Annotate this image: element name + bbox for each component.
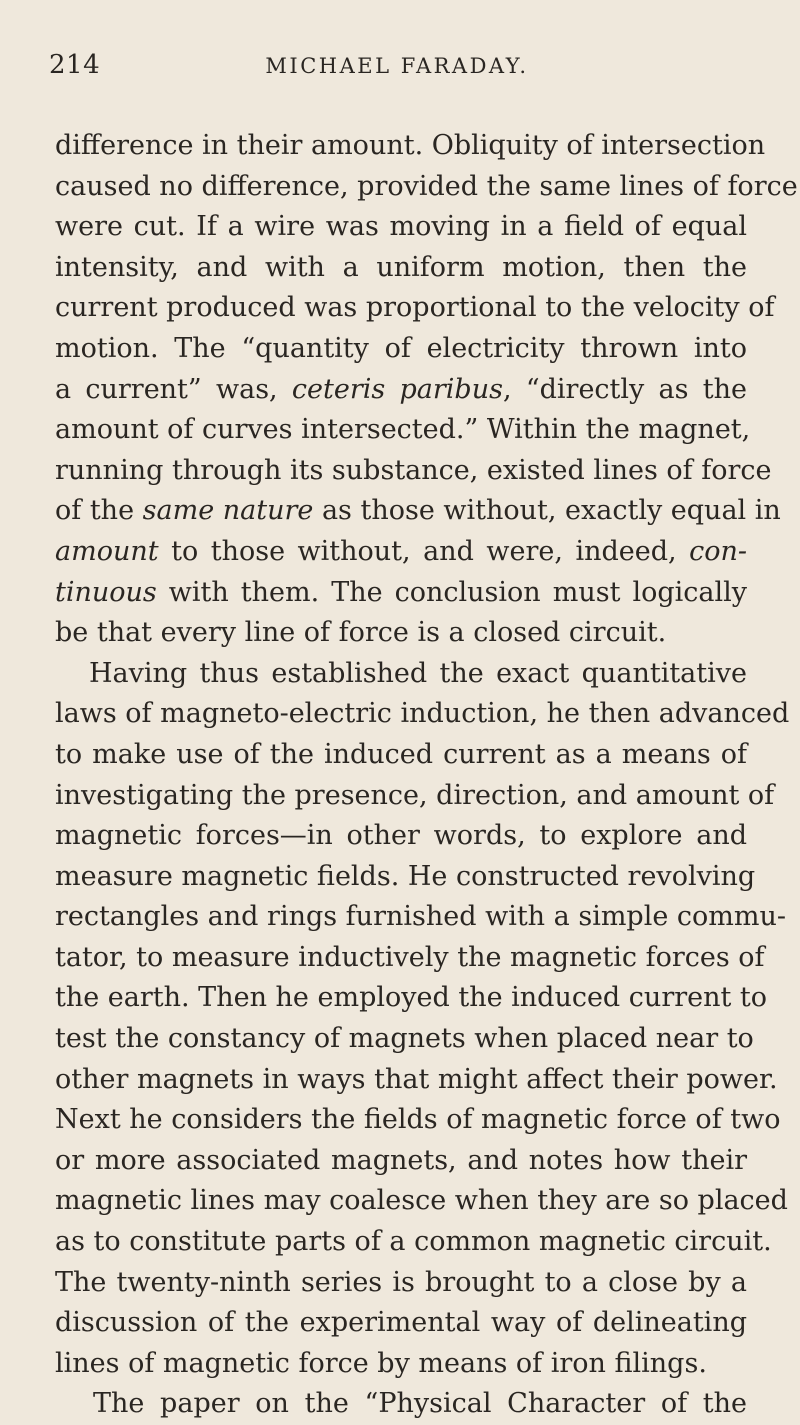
italic-phrase: tinuous — [55, 576, 157, 608]
text-line: were cut. If a wire was moving in a field of equal — [55, 211, 747, 243]
text-line: investigating the presence, direction, and amount of — [55, 779, 775, 811]
text-run: a current” was, — [55, 373, 292, 405]
text-line: magnetic lines may coalesce when they are so placed — [55, 1185, 788, 1217]
running-head: MICHAEL FARADAY. — [265, 54, 529, 78]
text-line: difference in their amount. Obliquity of intersection — [55, 130, 766, 161]
text-line: be that every line of force is a closed circuit. — [55, 617, 667, 649]
italic-phrase: amount — [55, 535, 159, 567]
text-run: as those without, exactly equal in — [313, 495, 781, 527]
text-line: intensity, and with a uniform motion, then the — [55, 251, 747, 283]
italic-phrase: con- — [689, 535, 747, 567]
page-header — [49, 50, 745, 90]
body-text — [55, 126, 798, 1425]
text-run: , “directly as the — [502, 373, 747, 405]
page-number: 214 — [49, 50, 101, 80]
text-line: test the constancy of magnets when placed near to — [55, 1023, 754, 1055]
text-line: to make use of the induced current as a means of — [55, 738, 747, 770]
text-line: running through its substance, existed lines of force — [55, 454, 772, 486]
text-line: caused no difference, provided the same lines of force — [55, 170, 798, 202]
text-line: motion. The “quantity of electricity thrown into — [55, 332, 747, 364]
text-run: with them. The conclusion must logically — [156, 576, 747, 608]
paragraph-start-line: The paper on the “Physical Character of the — [93, 1388, 747, 1420]
text-line: The twenty-ninth series is brought to a close by a — [55, 1266, 747, 1298]
italic-phrase: ceteris paribus — [291, 373, 503, 405]
text-line: other magnets in ways that might affect their power. — [55, 1063, 778, 1095]
text-line: current produced was proportional to the velocity of — [55, 292, 775, 324]
text-line: measure magnetic fields. He constructed revolving — [55, 860, 756, 892]
text-line: magnetic forces—in other words, to explore and — [55, 820, 747, 852]
text-line: as to constitute parts of a common magnetic circuit. — [55, 1226, 772, 1258]
text-run: to those without, and were, indeed, — [158, 535, 690, 567]
text-line: the earth. Then he employed the induced current to — [55, 982, 768, 1014]
text-run: of the — [55, 495, 143, 527]
text-line: or more associated magnets, and notes how their — [55, 1144, 747, 1176]
text-line — [55, 573, 747, 614]
text-line: discussion of the experimental way of delineating — [55, 1307, 747, 1339]
text-line: rectangles and rings furnished with a simple commu- — [55, 901, 787, 933]
text-line: Next he considers the fields of magnetic force of two — [55, 1104, 781, 1136]
text-line — [55, 532, 747, 573]
text-line — [55, 491, 781, 532]
text-line: lines of magnetic force by means of iron filings. — [55, 1347, 707, 1379]
text-line — [55, 370, 747, 411]
paragraph-start-line: Having thus established the exact quantitative — [89, 657, 747, 689]
text-line: amount of curves intersected.” Within the magnet, — [55, 414, 751, 446]
italic-phrase: same nature — [142, 495, 314, 527]
text-line: tator, to measure inductively the magnetic forces of — [55, 941, 765, 973]
text-line: laws of magneto-electric induction, he then advanced — [55, 698, 790, 730]
